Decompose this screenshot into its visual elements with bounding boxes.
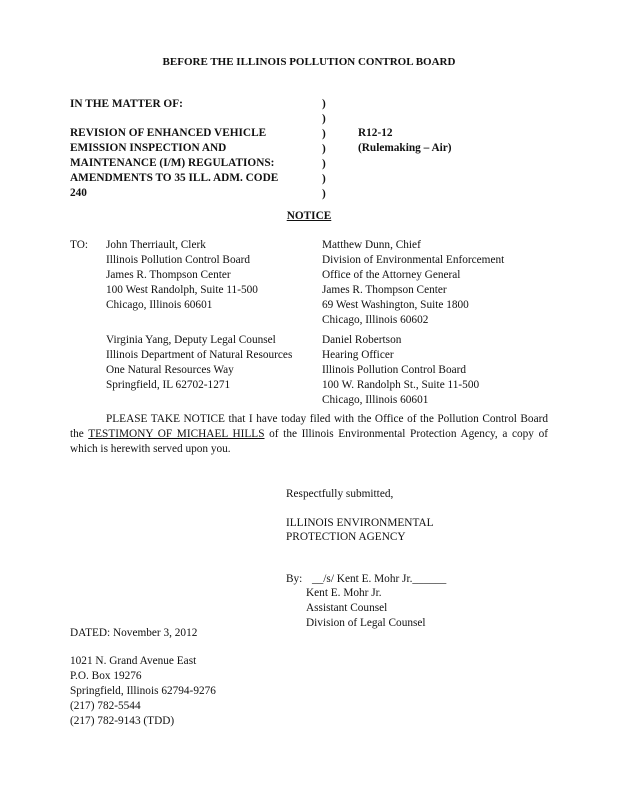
signer-title: Assistant Counsel [306, 602, 388, 614]
address-line: Office of the Attorney General [322, 269, 461, 281]
recipient-hearing-officer [322, 333, 479, 408]
address-line: (217) 782-9143 (TDD) [70, 715, 175, 727]
caption-subject-line: 240 [70, 187, 87, 199]
address-line: 100 W. Randolph St., Suite 11-500 [322, 379, 480, 391]
signer-details [306, 586, 426, 631]
agency-name-line1: ILLINOIS ENVIRONMENTAL [286, 517, 434, 529]
address-line: James R. Thompson Center [106, 269, 231, 281]
caption-subject-line: EMISSION INSPECTION AND [70, 142, 227, 154]
address-line: P.O. Box 19276 [70, 670, 142, 682]
caption-subject [70, 126, 278, 201]
caption-paren: ) [322, 128, 326, 140]
recipient-attorney-general [322, 238, 504, 328]
caption-paren: ) [322, 113, 326, 125]
signer-name: Kent E. Mohr Jr. [306, 587, 382, 599]
address-line: One Natural Resources Way [106, 364, 234, 376]
address-line: Division of Environmental Enforcement [322, 254, 505, 266]
testimony-title: TESTIMONY OF MICHAEL HILLS [88, 428, 265, 440]
agency-name-line2: PROTECTION AGENCY [286, 531, 406, 543]
return-address [70, 654, 216, 729]
address-line: Chicago, Illinois 60602 [322, 314, 429, 326]
rulemaking-type: (Rulemaking – Air) [358, 142, 452, 154]
caption-subject-line: REVISION OF ENHANCED VEHICLE [70, 127, 267, 139]
by-label: By: [286, 573, 303, 585]
recipient-clerk [106, 238, 258, 313]
address-line: John Therriault, Clerk [106, 239, 206, 251]
address-line: Daniel Robertson [322, 334, 402, 346]
docket-number: R12-12 [358, 127, 393, 139]
address-line: 1021 N. Grand Avenue East [70, 655, 197, 667]
address-line: (217) 782-5544 [70, 700, 141, 712]
address-line: Chicago, Illinois 60601 [106, 299, 213, 311]
caption-subject-line: AMENDMENTS TO 35 ILL. ADM. CODE [70, 172, 279, 184]
notice-paragraph [70, 412, 548, 457]
closing: Respectfully submitted, [286, 488, 394, 500]
signature-line: __/s/ Kent E. Mohr Jr.______ [312, 573, 447, 585]
address-line: Virginia Yang, Deputy Legal Counsel [106, 334, 276, 346]
dated-line: DATED: November 3, 2012 [70, 627, 198, 639]
address-line: Chicago, Illinois 60601 [322, 394, 429, 406]
caption-paren: ) [322, 188, 326, 200]
caption-paren: ) [322, 98, 326, 110]
in-the-matter-label: IN THE MATTER OF: [70, 98, 183, 110]
address-line: 100 West Randolph, Suite 11-500 [106, 284, 258, 296]
address-line: Illinois Pollution Control Board [322, 364, 467, 376]
address-line: Springfield, IL 62702-1271 [106, 379, 231, 391]
notice-text-before: PLEASE TAKE NOTICE that I have today filed with the Office of the Pollution Control Board the [70, 413, 548, 440]
signer-division: Division of Legal Counsel [306, 617, 426, 629]
notice-text-after: of the Illinois Environmental Protection Agency, a copy of which is herewith served upon you. [70, 428, 548, 455]
address-line: Hearing Officer [322, 349, 394, 361]
to-label: TO: [70, 239, 88, 251]
caption-subject-line: MAINTENANCE (I/M) REGULATIONS: [70, 157, 275, 169]
caption-parens [322, 97, 326, 202]
address-line: Matthew Dunn, Chief [322, 239, 421, 251]
notice-heading: NOTICE [286, 210, 332, 222]
document-title: BEFORE THE ILLINOIS POLLUTION CONTROL BOARD [162, 56, 456, 68]
address-line: 69 West Washington, Suite 1800 [322, 299, 469, 311]
caption-paren: ) [322, 173, 326, 185]
address-line: Illinois Department of Natural Resources [106, 349, 293, 361]
address-line: Illinois Pollution Control Board [106, 254, 251, 266]
caption-paren: ) [322, 143, 326, 155]
address-line: James R. Thompson Center [322, 284, 447, 296]
recipient-dnr [106, 333, 292, 393]
caption-paren: ) [322, 158, 326, 170]
address-line: Springfield, Illinois 62794-9276 [70, 685, 216, 697]
